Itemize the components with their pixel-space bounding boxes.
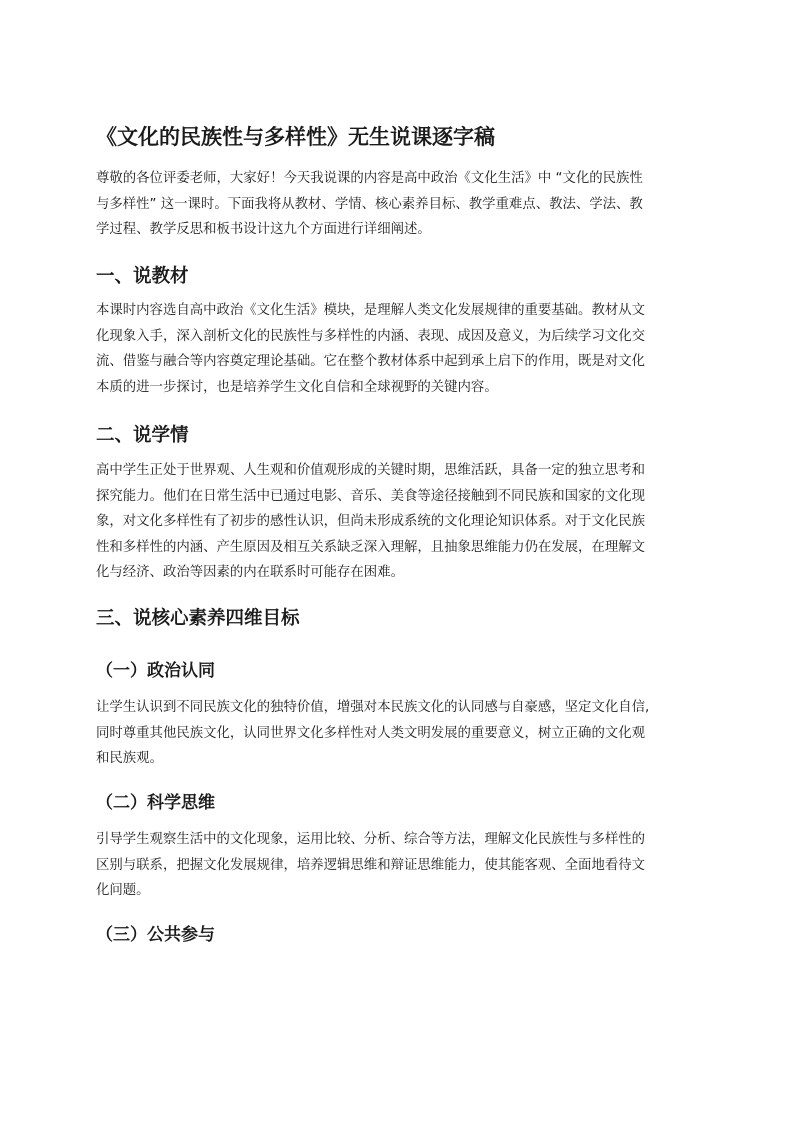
subsection-heading-political: （一）政治认同 <box>96 661 215 681</box>
section-heading-textbook: 一、说教材 <box>96 266 189 287</box>
paragraph-line: 高中学生正处于世界观、人生观和价值观形成的关键时期，思维活跃，具备一定的独立思考和 <box>96 463 646 478</box>
paragraph-line: 流、借鉴与融合等内容奠定理论基础。它在整个教材体系中起到承上启下的作用，既是对文化 <box>96 354 646 369</box>
paragraph-line: 同时尊重其他民族文化，认同世界文化多样性对人类文明发展的重要意义，树立正确的文化观 <box>96 725 646 741</box>
textbook-paragraph <box>96 298 702 400</box>
paragraph-line: 本质的进一步探讨，也是培养学生文化自信和全球视野的关键内容。 <box>96 379 498 395</box>
intro-line: 学过程、教学反思和板书设计这九个方面进行详细阐述。 <box>96 222 431 237</box>
paragraph-line: 化与经济、政治等因素的内在联系时可能存在困难。 <box>96 565 404 580</box>
students-paragraph <box>96 458 702 586</box>
paragraph-line: 化问题。 <box>96 883 150 898</box>
intro-line: 尊敬的各位评委老师，大家好！今天我说课的内容是高中政治《文化生活》中 “文化的民族性 <box>96 171 643 186</box>
subsection-heading-science: （二）科学思维 <box>96 793 215 813</box>
political-paragraph <box>96 695 702 772</box>
paragraph-line: 象，对文化多样性有了初步的感性认识，但尚未形成系统的文化理论知识体系。对于文化民族 <box>96 514 646 529</box>
paragraph-line: 让学生认识到不同民族文化的独特价值，增强对本民族文化的认同感与自豪感，坚定文化自信, <box>96 700 650 715</box>
subsection-heading-public: （三）公共参与 <box>96 925 215 945</box>
paragraph-line: 化现象入手，深入剖析文化的民族性与多样性的内涵、表现、成因及意义，为后续学习文化交 <box>96 328 646 344</box>
document-title: 《文化的民族性与多样性》无生说课逐字稿 <box>96 125 495 149</box>
paragraph-line: 和民族观。 <box>96 751 163 766</box>
section-heading-objectives: 三、说核心素养四维目标 <box>96 608 300 629</box>
intro-paragraph <box>96 166 702 243</box>
paragraph-line: 性和多样性的内涵、产生原因及相互关系缺乏深入理解，且抽象思维能力仍在发展，在理解文 <box>96 539 646 555</box>
paragraph-line: 区别与联系，把握文化发展规律，培养逻辑思维和辩证思维能力，使其能客观、全面地看待文 <box>96 857 646 873</box>
section-heading-students: 二、说学情 <box>96 425 189 446</box>
intro-line: 与多样性” 这一课时。下面我将从教材、学情、核心素养目标、教学重难点、教法、学法、教 <box>96 196 643 212</box>
paragraph-line: 引导学生观察生活中的文化现象，运用比较、分析、综合等方法，理解文化民族性与多样性的 <box>96 832 646 847</box>
science-paragraph <box>96 827 702 904</box>
paragraph-line: 探究能力。他们在日常生活中已通过电影、音乐、美食等途径接触到不同民族和国家的文化现 <box>96 488 646 504</box>
paragraph-line: 本课时内容选自高中政治《文化生活》模块，是理解人类文化发展规律的重要基础。教材从文 <box>96 303 646 318</box>
